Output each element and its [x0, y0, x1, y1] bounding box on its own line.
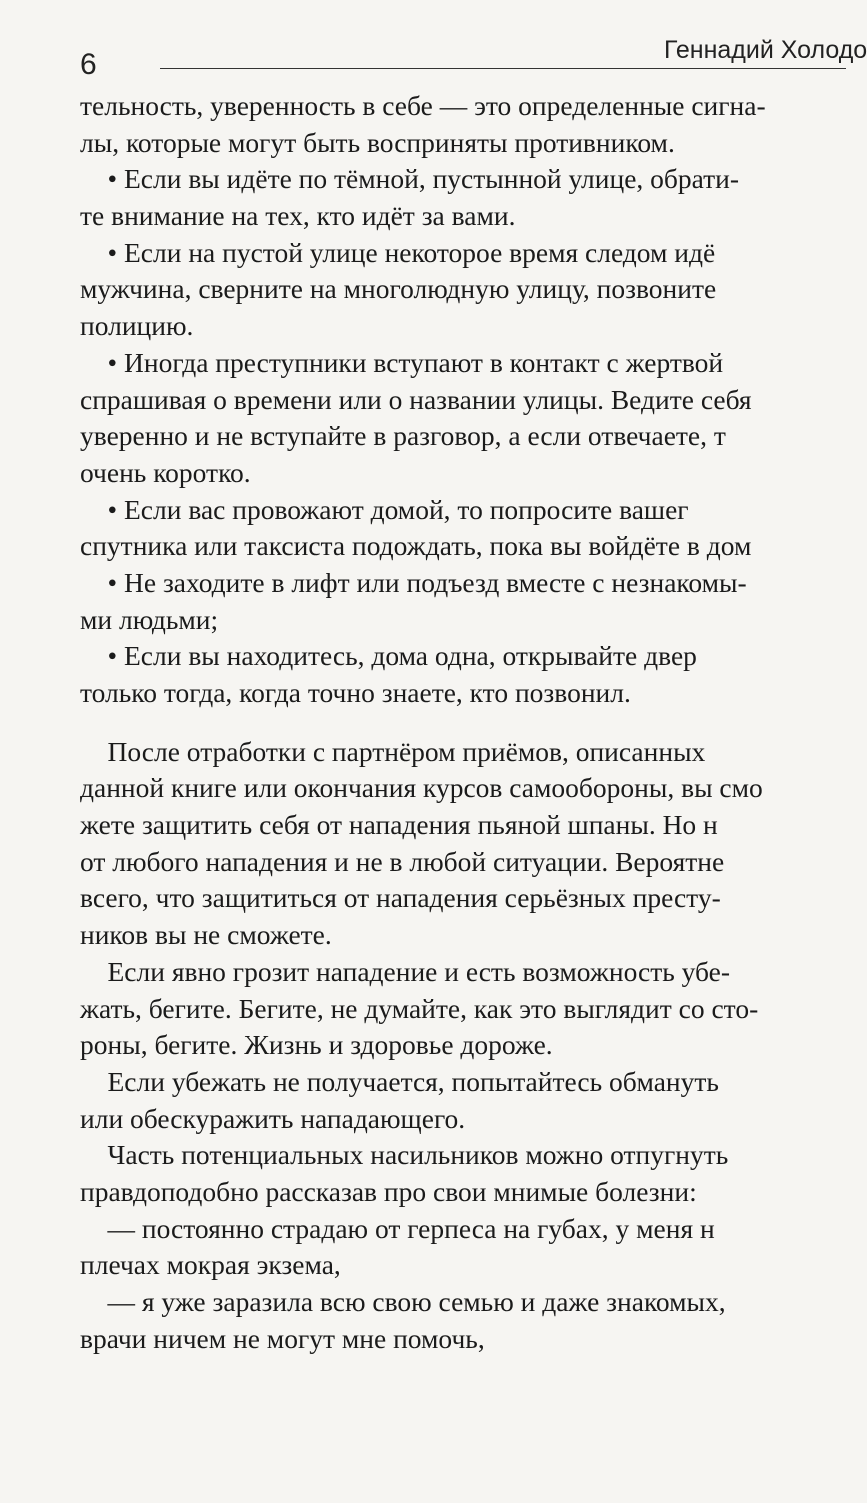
text-line: ми людьми; — [80, 603, 219, 635]
paragraph-gap — [80, 712, 846, 734]
text-line: • Если вы идёте по тёмной, пустынной улице, обрати- — [80, 163, 740, 195]
text-line: тельность, уверенность в себе — это определенные сигна- — [80, 90, 766, 121]
text-line: После отработки с партнёром приёмов, описанных — [80, 735, 706, 767]
text-line: • Если вас провожают домой, то попросите вашег — [80, 493, 689, 525]
text-line: жете защитить себя от нападения пьяной шпаны. Но н — [80, 809, 718, 841]
text-line: врачи ничем не могут мне помочь, — [80, 1322, 485, 1354]
text-line: • Не заходите в лифт или подъезд вместе с незнакомы- — [80, 566, 747, 598]
text-line: уверенно и не вступайте в разговор, а если отвечаете, т — [80, 420, 726, 452]
text-line: Если явно грозит нападение и есть возможность убе- — [80, 955, 731, 987]
text-line: от любого нападения и не в любой ситуации. Вероятне — [80, 845, 725, 877]
page-header — [0, 36, 867, 86]
text-line: • Если вы находитесь, дома одна, открывайте двер — [80, 640, 697, 672]
text-line: спутника или таксиста подождать, пока вы войдёте в дом — [80, 530, 752, 562]
page-number: 6 — [80, 48, 97, 81]
text-line: роны, бегите. Жизнь и здоровье дороже. — [80, 1029, 553, 1061]
text-line: всего, что защититься от нападения серьёзных престу- — [80, 882, 721, 914]
text-line: — я уже заразила всю свою семью и даже знакомых, — [80, 1286, 726, 1317]
text-line: правдоподобно рассказав про свои мнимые болезни: — [80, 1175, 697, 1207]
text-line: — постоянно страдаю от герпеса на губах, у меня н — [80, 1212, 715, 1244]
text-line: очень коротко. — [80, 456, 251, 488]
body-text — [80, 88, 846, 1357]
text-line: только тогда, когда точно знаете, кто позвонил. — [80, 677, 631, 708]
text-line: жать, бегите. Бегите, не думайте, как это выглядит со сто- — [80, 992, 759, 1024]
text-line: • Если на пустой улице некоторое время следом идё — [80, 236, 716, 268]
text-line: те внимание на тех, кто идёт за вами. — [80, 200, 516, 232]
text-line: данной книге или окончания курсов самообороны, вы смо — [80, 772, 763, 804]
header-rule — [160, 68, 846, 69]
text-line: спрашивая о времени или о названии улицы. Ведите себя — [80, 383, 752, 415]
text-line: мужчина, сверните на многолюдную улицу, позвоните — [80, 273, 717, 305]
text-line: ников вы не сможете. — [80, 919, 332, 951]
running-head-author: Геннадий Холодо — [664, 36, 867, 64]
text-line: • Иногда преступники вступают в контакт с жертвой — [80, 346, 724, 378]
text-line: лы, которые могут быть восприняты противником. — [80, 126, 675, 158]
text-line: полицию. — [80, 310, 194, 342]
text-line: Если убежать не получается, попытайтесь обмануть — [80, 1065, 719, 1097]
text-line: плечах мокрая экзема, — [80, 1249, 341, 1281]
text-line: Часть потенциальных насильников можно отпугнуть — [80, 1139, 729, 1171]
text-line: или обескуражить нападающего. — [80, 1102, 466, 1134]
